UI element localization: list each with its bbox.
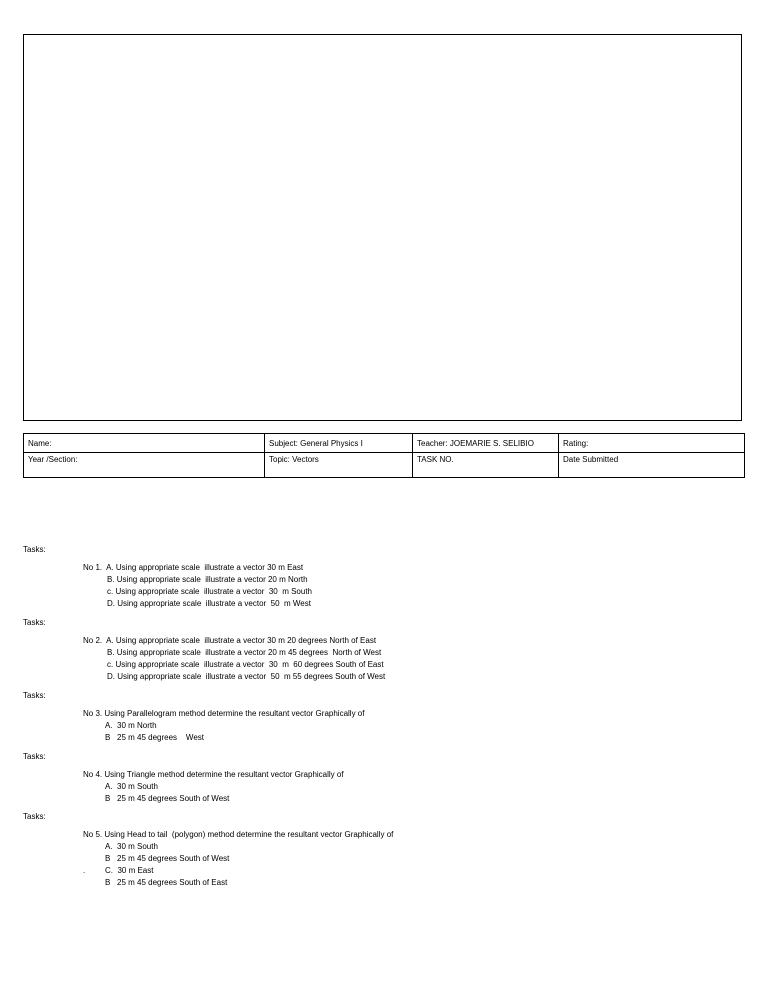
date-submitted-cell[interactable]: Date Submitted: [559, 453, 745, 478]
task-line: No 1. A. Using appropriate scale illustrate a vector 30 m East: [83, 563, 304, 572]
task-line: No 4. Using Triangle method determine the resultant vector Graphically of: [83, 770, 344, 779]
info-row-1: [24, 434, 745, 453]
teacher-cell: Teacher: JOEMARIE S. SELIBIO: [413, 434, 559, 453]
task-line: B. Using appropriate scale illustrate a vector 20 m 45 degrees North of West: [107, 648, 382, 657]
task-line: B 25 m 45 degrees South of East: [105, 878, 228, 887]
task-line: B 25 m 45 degrees South of West: [105, 794, 230, 803]
task-no-cell[interactable]: TASK NO.: [413, 453, 559, 478]
task-heading: Tasks:: [23, 618, 46, 627]
task-heading: Tasks:: [23, 812, 46, 821]
drawing-area: [23, 34, 742, 421]
task-line: B. Using appropriate scale illustrate a vector 20 m North: [107, 575, 308, 584]
task-line: B 25 m 45 degrees South of West: [105, 854, 230, 863]
task-line: No 2. A. Using appropriate scale illustrate a vector 30 m 20 degrees North of East: [83, 636, 377, 645]
task-heading: Tasks:: [23, 752, 46, 761]
task-line: D. Using appropriate scale illustrate a vector 50 m West: [107, 599, 311, 608]
task-line: A. 30 m South: [105, 842, 158, 851]
task-line: c. Using appropriate scale illustrate a vector 30 m 60 degrees South of East: [107, 660, 384, 669]
info-row-2: [24, 453, 745, 478]
subject-cell: Subject: General Physics I: [265, 434, 413, 453]
task-line: c. Using appropriate scale illustrate a vector 30 m South: [107, 587, 312, 596]
task-line: .: [83, 866, 86, 875]
rating-cell[interactable]: Rating:: [559, 434, 745, 453]
task-line: A. 30 m South: [105, 782, 158, 791]
task-line: No 5. Using Head to tail (polygon) method determine the resultant vector Graphically of: [83, 830, 394, 839]
task-line: C. 30 m East: [105, 866, 154, 875]
task-heading: Tasks:: [23, 691, 46, 700]
student-info-table: [23, 433, 745, 478]
task-line: No 3. Using Parallelogram method determine the resultant vector Graphically of: [83, 709, 365, 718]
task-line: A. 30 m North: [105, 721, 157, 730]
task-heading: Tasks:: [23, 545, 46, 554]
name-cell[interactable]: Name:: [24, 434, 265, 453]
topic-cell: Topic: Vectors: [265, 453, 413, 478]
year-section-cell[interactable]: Year /Section:: [24, 453, 265, 478]
task-line: B 25 m 45 degrees West: [105, 733, 205, 742]
task-line: D. Using appropriate scale illustrate a vector 50 m 55 degrees South of West: [107, 672, 386, 681]
